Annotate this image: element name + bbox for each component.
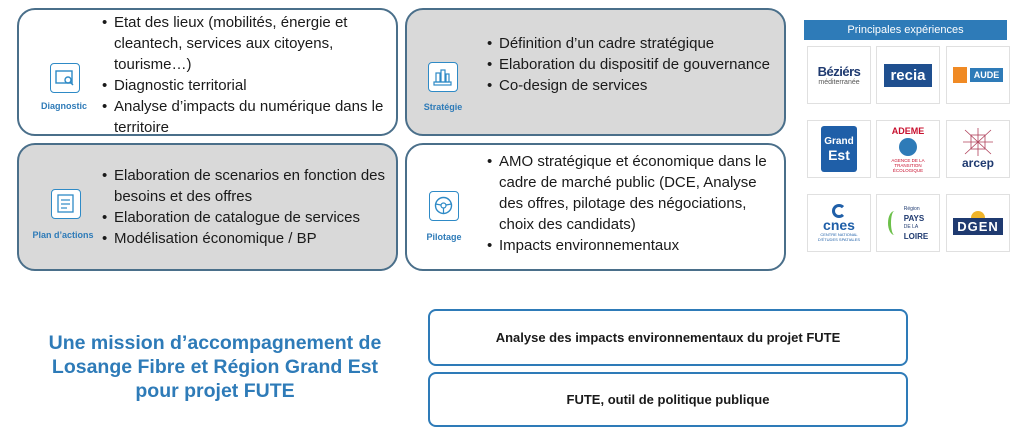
pdl-text — [904, 205, 928, 241]
mission-line: Losange Fibre et Région Grand Est — [51, 356, 379, 378]
mission-line: pour projet FUTE — [135, 380, 295, 402]
pdl-wave-icon — [888, 211, 901, 235]
pdl-line1: PAYS — [903, 214, 925, 223]
list-item: • Définition d’un cadre stratégique — [487, 33, 777, 54]
cnes-logo-text: cnes — [823, 217, 855, 233]
list-item: • Analyse d’impacts du numérique dans le territoire — [102, 96, 394, 138]
recia-logo-text: recia — [884, 64, 931, 87]
aude-logo — [953, 67, 1004, 83]
beziers-logo-sub: méditerranée — [818, 79, 860, 86]
arcep-mark-icon — [963, 128, 993, 156]
pdl-region: Région — [903, 206, 920, 212]
aude-mark-icon — [953, 67, 967, 83]
logo-pays-de-la-loire — [876, 194, 940, 252]
experiences-header: Principales expériences — [804, 20, 1007, 40]
list-item: • Co-design de services — [487, 75, 777, 96]
dgen-sun-icon — [971, 211, 985, 218]
bullet-list — [102, 12, 394, 138]
logo-arcep — [946, 120, 1010, 178]
logo-recia — [876, 46, 940, 104]
bullet-list — [487, 151, 779, 256]
cnes-mark-icon — [832, 204, 846, 218]
grand-est-line2: Est — [828, 146, 850, 163]
list-item: • Elaboration de scenarios en fonction des besoins et des offres — [102, 165, 394, 207]
card-label: Diagnostic — [40, 101, 87, 111]
beziers-logo-text: Béziérs — [817, 64, 861, 79]
arcep-logo-text: arcep — [961, 156, 995, 170]
bullet-list — [487, 33, 777, 96]
list-item: • Impacts environnementaux — [487, 235, 779, 256]
globe-icon — [899, 138, 917, 156]
dgen-logo-text: DGEN — [953, 218, 1003, 235]
logo-ademe — [876, 120, 940, 178]
aude-logo-text: AUDE — [970, 68, 1004, 82]
card-label: Stratégie — [423, 102, 463, 112]
card-pilotage — [405, 143, 786, 271]
ademe-logo-sub: AGENCE DE LA TRANSITION ÉCOLOGIQUE — [891, 157, 925, 173]
logo-grand-est — [807, 120, 871, 178]
list-item: • Etat des lieux (mobilités, énergie et cleantech, services aux citoyens, tourisme…) — [102, 12, 394, 75]
list-item: • Elaboration du dispositif de gouvernance — [487, 54, 777, 75]
logo-cnes — [807, 194, 871, 252]
list-item: • AMO stratégique et économique dans le cadre de marché public (DCE, Analyse des offres, pilotage des négociations, choix des candidats) — [487, 151, 779, 235]
cnes-logo-sub: CENTRE NATIONAL D'ÉTUDES SPATIALES — [817, 232, 861, 242]
mission-title — [20, 331, 410, 403]
search-document-icon — [50, 63, 80, 93]
steering-wheel-icon — [429, 191, 459, 221]
grand-est-logo — [821, 126, 857, 172]
list-item: • Elaboration de catalogue de services — [102, 207, 394, 228]
mission-line: Une mission d’accompagnement de — [48, 332, 382, 354]
logo-beziers — [807, 46, 871, 104]
logo-aude — [946, 46, 1010, 104]
pdl-line2: DE LA — [903, 224, 919, 230]
grand-est-line1: Grand — [824, 135, 854, 147]
logo-dgen — [946, 194, 1010, 252]
card-label: Plan d’actions — [32, 230, 94, 240]
fute-outil-box: FUTE, outil de politique publique — [428, 372, 908, 427]
card-plan-actions — [17, 143, 398, 271]
list-item: • Diagnostic territorial — [102, 75, 394, 96]
analyse-impacts-box: Analyse des impacts environnementaux du projet FUTE — [428, 309, 908, 366]
card-strategie — [405, 8, 786, 136]
card-diagnostic — [17, 8, 398, 136]
pdl-logo — [888, 205, 928, 241]
card-label: Pilotage — [426, 232, 462, 242]
chess-icon — [428, 62, 458, 92]
checklist-icon — [51, 189, 81, 219]
bullet-list — [102, 165, 394, 249]
list-item: • Modélisation économique / BP — [102, 228, 394, 249]
pdl-line3: LOIRE — [903, 232, 929, 241]
ademe-logo-text: ADEME — [891, 125, 925, 136]
